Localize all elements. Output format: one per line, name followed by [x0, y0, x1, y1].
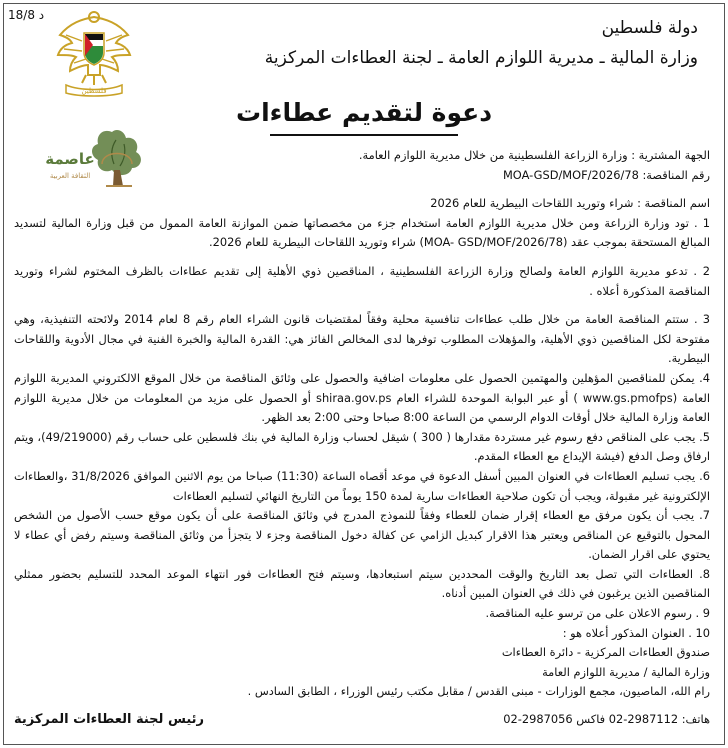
- list-item: 7. يجب أن يكون مرفق مع العطاء إقرار ضمان للعطاء وفقاً للنموذج المدرج في وثائق المناقصة على أن يكون موقع حسب الأصول من الشخص المحول بالتوقيع عن المناقص ويعتبر هذا الاقرار كبديل الزامي عن كفالة دخول المناقصة وجزء لا يتجزأ من وثائق المناقصة وسيتم رفض أي عطاء لا يحتوي على اقرار الضمان.: [14, 508, 710, 562]
- title-underline: [270, 134, 458, 136]
- tender-number-line: [14, 166, 710, 186]
- emblem-ribbon-text: فلسطين: [81, 87, 107, 95]
- address-line: صندوق العطاءات المركزية - دائرة العطاءات: [501, 645, 710, 660]
- list-item: 1 . تود وزارة الزراعة ومن خلال مديرية اللوازم العامة استخدام جزء من مخصصاتها ضمن الموازنة العامة الممول من قبل وزارة المالية لتسديد المبالغ المستحقة بموجب عقد (MOA- GSD/MOF/2026/78) شراء وتوريد اللقاحات البيطرية للعام 2026.: [14, 215, 710, 250]
- signature-title: رئيس لجنة العطاءات المركزية: [14, 712, 205, 727]
- address-line: وزارة المالية / مديرية اللوازم العامة: [542, 664, 710, 679]
- logo-text-main: عاصمة: [45, 150, 95, 168]
- list-item: 6. يجب تسليم العطاءات في العنوان المبين أسفل الدعوة في موعد أقصاه الساعة (11:30) صباحا من يوم الاثنين الموافق 31/8/2026 ،والعطاءات الإلكترونية غير مقبولة، ويجب أن تكون صلاحية العطاءات سارية لمدة 150 يوماً من التاريخ النهائي لتسليم العطاءات: [14, 468, 710, 503]
- list-item: 9 . رسوم الاعلان على من ترسو عليه المناقصة.: [485, 606, 710, 621]
- page-reference: 18/8 د: [8, 8, 45, 22]
- list-item: 2 . تدعو مديرية اللوازم العامة ولصالح وزارة الزراعة الفلسطينية ، المناقصين ذوي الأهلية إلى تقديم عطاءات بالظرف المختوم لشراء وتوريد المناقصة المذكورة أعلاه .: [14, 263, 710, 298]
- list-item: 3 . ستتم المناقصة العامة من خلال طلب عطاءات تنافسية محلية وفقاً لمقتضيات قانون الشراء العام رقم 8 لعام 2014 ولائحته التنفيذية، وهي مفتوحة لكل المناقصين ذوي الأهلية، والمؤهلات المطلوب توفرها لدى المخالص الفائز هي: القدرة المالية والخبرة الفنية في مجال الأدوية واللقاحات البيطرية.: [14, 312, 710, 366]
- list-item: 10 . العنوان المذكور أعلاه هو :: [562, 625, 710, 640]
- list-item: 8. العطاءات التي تصل بعد التاريخ والوقت المحددين سيتم استبعادها، وسيتم فتح العطاءات فور انتهاء الموعد المحدد للتسليم بحضور ممثلي المناقصين الذين يرغبون في ذلك في العنوان المبين أدناه.: [14, 566, 710, 601]
- address-line: رام الله، الماصيون، مجمع الوزارات - مبنى القدس / مقابل مكتب رئيس الوزراء ، الطابق السادس .: [247, 684, 710, 699]
- tender-number-value: MOA-GSD/MOF/2026: [502, 167, 621, 182]
- contact-phone: هاتف: 2987112-02 فاكس 2987056-02: [503, 712, 710, 726]
- logo-text-sub: الثقافة العربية: [49, 172, 91, 180]
- tender-body: [14, 146, 710, 702]
- document-title: دعوة لتقديم عطاءات: [235, 98, 493, 127]
- tender-name-line: اسم المناقصة : شراء وتوريد اللقاحات البيطرية للعام 2026: [430, 196, 710, 211]
- ministry-line: وزارة المالية ـ مديرية اللوازم العامة ـ لجنة العطاءات المركزية: [264, 48, 698, 68]
- tender-number-label: رقم المناقصة: 78/: [620, 167, 710, 182]
- palestine-emblem-icon: [52, 5, 136, 97]
- list-item: 5. يجب على المناقص دفع رسوم غير مستردة مقدارها ( 300 ) شيقل لحساب وزارة المالية في بنك فلسطين على حساب رقم (49/219000)، ويتم ارفاق وصل الدفع (فيشة الإيداع مع العطاء المقدم.: [14, 429, 711, 464]
- state-name: دولة فلسطين: [601, 18, 698, 38]
- footer-row: [14, 712, 710, 734]
- buyer-line: الجهة المشترية : وزارة الزراعة الفلسطينية من خلال مديرية اللوازم العامة.: [358, 148, 710, 162]
- list-item: 4. يمكن للمناقصين المؤهلين والمهتمين الحصول على معلومات اضافية والحصول على وثائق المناقصة من خلال الموقع الالكتروني المديرية اللوازم العامة (www.gs.pmofps ) أو عبر البوابة الموحدة للشراء العام shiraa.gov.ps أو الحصول على مزيد من المعلومات من خلال مديرية اللوازم العامة وزارة المالية خلال أوقات الدوام الرسمي من الساعة 8:00 صباحا وحتى 2:00 بعد الظهر.: [14, 370, 710, 425]
